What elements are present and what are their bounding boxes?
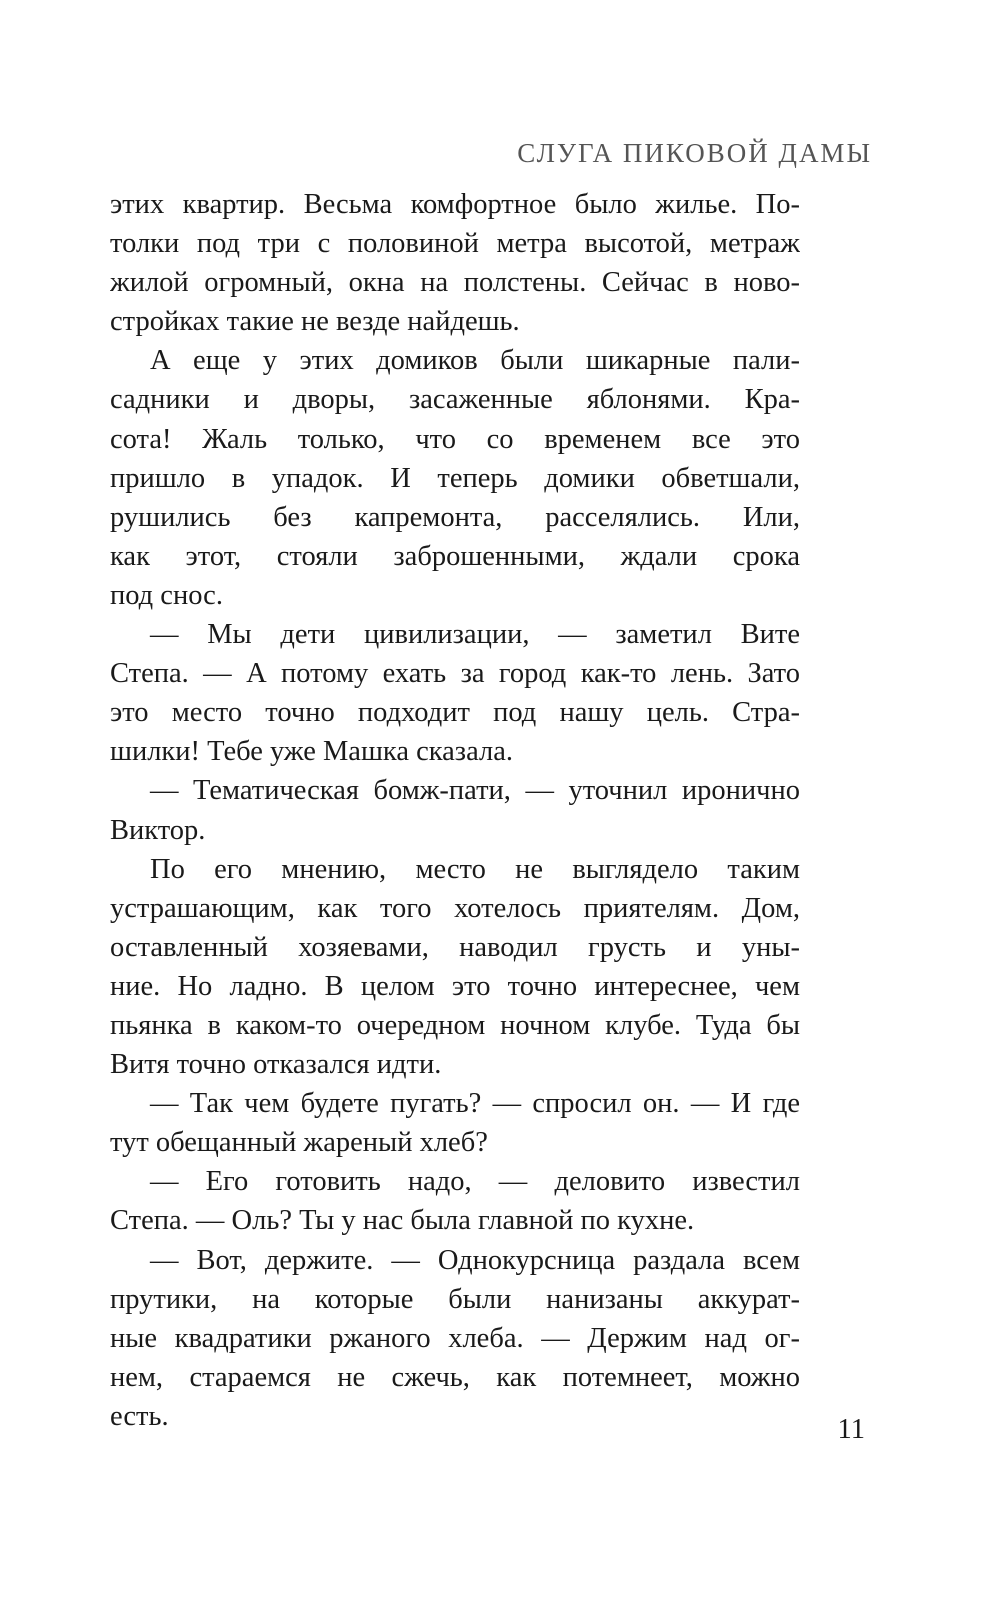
text-line: есть. — [110, 1400, 169, 1432]
text-line: Степа. — А потому ехать за город как-то лень. Зато — [110, 658, 800, 690]
text-line: тут обещанный жареный хлеб? — [110, 1127, 488, 1159]
text-line: — Вот, держите. — Однокурсница раздала всем — [150, 1244, 800, 1276]
text-line: прутики, на которые были нанизаны аккурат- — [110, 1283, 800, 1315]
text-line: устрашающим, как того хотелось приятелям. Дом, — [110, 892, 800, 924]
text-line: стройках такие не везде найдешь. — [110, 306, 520, 338]
text-line: этих квартир. Весьма комфортное было жилье. По- — [110, 189, 800, 220]
text-line: А еще у этих домиков были шикарные пали- — [150, 345, 800, 377]
text-line: — Мы дети цивилизации, — заметил Вите — [150, 619, 800, 651]
text-line: ние. Но ладно. В целом это точно интереснее, чем — [110, 970, 800, 1002]
body-text — [110, 185, 800, 1436]
text-line: под снос. — [110, 579, 223, 611]
text-line: жилой огромный, окна на полстены. Сейчас в ново- — [110, 267, 800, 299]
text-line: сота! Жаль только, что со временем все это — [110, 423, 800, 455]
text-line: По его мнению, место не выглядело таким — [150, 853, 800, 885]
text-line: нем, стараемся не сжечь, как потемнеет, можно — [110, 1361, 800, 1393]
text-line: рушились без капремонта, расселялись. Или, — [110, 501, 800, 533]
text-line: оставленный хозяевами, наводил грусть и уны- — [110, 931, 800, 963]
text-line: пришло в упадок. И теперь домики обветшали, — [110, 462, 800, 494]
text-line: Виктор. — [110, 814, 206, 846]
page-number: 11 — [837, 1414, 865, 1445]
text-line: пьянка в каком-то очередном ночном клубе. Туда бы — [110, 1009, 800, 1041]
text-line: — Тематическая бомж-пати, — уточнил иронично — [150, 775, 800, 807]
running-head: СЛУГА ПИКОВОЙ ДАМЫ — [517, 138, 872, 168]
text-line: это место точно подходит под нашу цель. Стра- — [110, 697, 800, 729]
text-line: Степа. — Оль? Ты у нас была главной по кухне. — [110, 1205, 695, 1237]
text-line: толки под три с половиной метра высотой, метраж — [110, 228, 800, 260]
text-line: как этот, стояли заброшенными, ждали срока — [110, 540, 800, 572]
text-line: садники и дворы, засаженные яблонями. Кра- — [110, 384, 800, 416]
text-line: шилки! Тебе уже Машка сказала. — [110, 736, 513, 768]
text-line: ные квадратики ржаного хлеба. — Держим над ог- — [110, 1322, 800, 1354]
text-line: Витя точно отказался идти. — [110, 1049, 442, 1081]
text-line: — Так чем будете пугать? — спросил он. — И где — [150, 1088, 800, 1120]
text-line: — Его готовить надо, — деловито известил — [150, 1166, 800, 1198]
